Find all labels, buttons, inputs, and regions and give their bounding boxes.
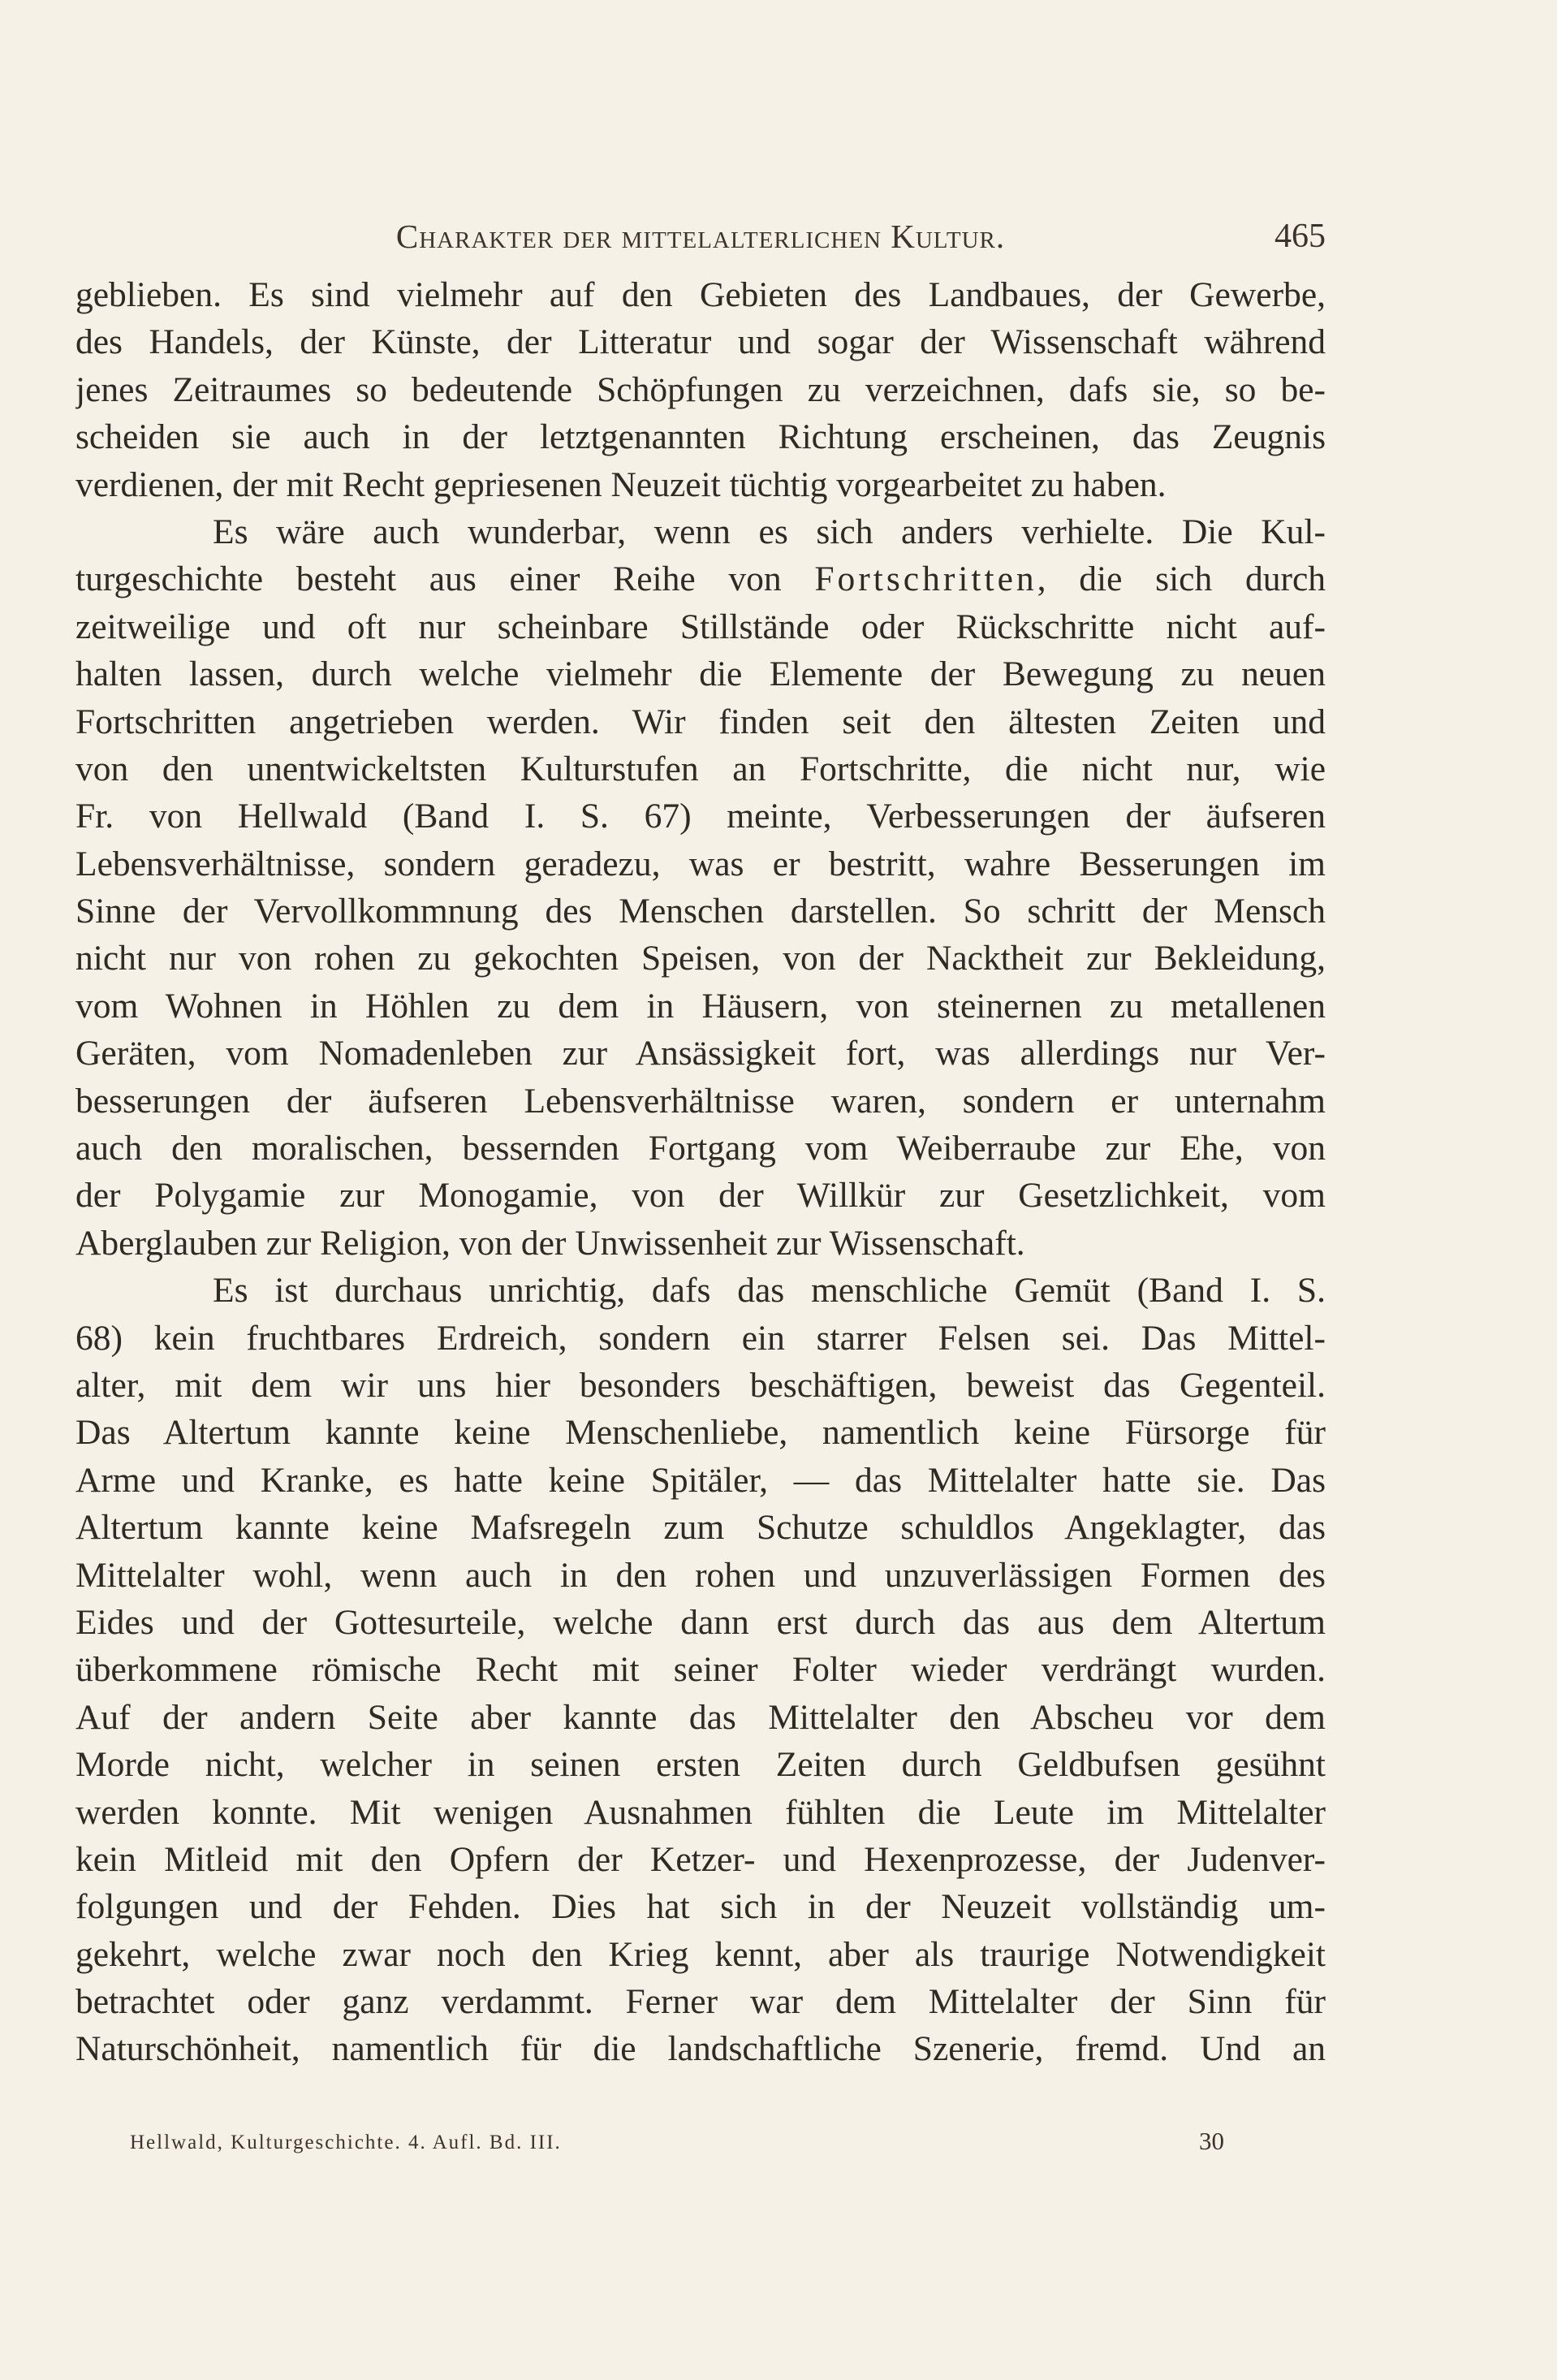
text-line: Lebensverhältnisse, sondern geradezu, was er bestritt, wahre Besserungen im bbox=[75, 844, 1326, 883]
text-line: scheiden sie auch in der letztgenannten Richtung erscheinen, das Zeugnis bbox=[75, 417, 1326, 457]
text-line: Morde nicht, welcher in seinen ersten Zeiten durch Geldbufsen gesühnt bbox=[75, 1745, 1326, 1785]
text-line: Es ist durchaus unrichtig, dafs das menschliche Gemüt (Band I. S. bbox=[213, 1271, 1326, 1311]
text-line bbox=[75, 555, 1326, 603]
text-line: Auf der andern Seite aber kannte das Mittelalter den Abscheu vor dem bbox=[75, 1697, 1326, 1737]
text-line: Altertum kannte keine Mafsregeln zum Schutze schuldlos Angeklagter, das bbox=[75, 1508, 1326, 1548]
text-line: Sinne der Vervollkommnung des Menschen darstellen. So schritt der Mensch bbox=[75, 892, 1326, 931]
text-segment: turgeschichte besteht aus einer Reihe von bbox=[75, 559, 782, 599]
page-footer bbox=[130, 2127, 1266, 2172]
footer-signature: Hellwald, Kulturgeschichte. 4. Aufl. Bd. III. bbox=[130, 2132, 562, 2153]
text-line: verdienen, der mit Recht gepriesenen Neuzeit tüchtig vorgearbeitet zu haben. bbox=[75, 464, 1167, 504]
text-line: 68) kein fruchtbares Erdreich, sondern ein starrer Felsen sei. Das Mittel- bbox=[75, 1318, 1326, 1358]
text-line: von den unentwickeltsten Kulturstufen an Fortschritte, die nicht nur, wie bbox=[75, 749, 1326, 788]
text-line: werden konnte. Mit wenigen Ausnahmen fühlten die Leute im Mittelalter bbox=[75, 1792, 1326, 1832]
text-line: überkommene römische Recht mit seiner Folter wieder verdrängt wurden. bbox=[75, 1650, 1326, 1690]
text-line: zeitweilige und oft nur scheinbare Stillstände oder Rückschritte nicht auf- bbox=[75, 607, 1326, 646]
text-line: Eides und der Gottesurteile, welche dann erst durch das aus dem Altertum bbox=[75, 1602, 1326, 1642]
text-line: des Handels, der Künste, der Litteratur und sogar der Wissenschaft während bbox=[75, 322, 1326, 362]
text-line: Fr. von Hellwald (Band I. S. 67) meinte, Verbesserungen der äufseren bbox=[75, 797, 1326, 836]
text-line: besserungen der äufseren Lebensverhältnisse waren, sondern er unternahm bbox=[75, 1081, 1326, 1121]
text-line: Fortschritten angetrieben werden. Wir finden seit den ältesten Zeiten und bbox=[75, 702, 1326, 741]
text-line: nicht nur von rohen zu gekochten Speisen, von der Nacktheit zur Bekleidung, bbox=[75, 939, 1326, 978]
text-line: Mittelalter wohl, wenn auch in den rohen und unzuverlässigen Formen des bbox=[75, 1555, 1326, 1595]
text-line: kein Mitleid mit den Opfern der Ketzer- und Hexenprozesse, der Judenver- bbox=[75, 1839, 1326, 1879]
running-head bbox=[75, 205, 1326, 262]
text-line: Arme und Kranke, es hatte keine Spitäler, — das Mittelalter hatte sie. Das bbox=[75, 1460, 1326, 1500]
sheet-number: 30 bbox=[1199, 2127, 1224, 2155]
text-line: vom Wohnen in Höhlen zu dem in Häusern, von steinernen zu metallenen bbox=[75, 986, 1326, 1026]
text-line: Aberglauben zur Religion, von der Unwissenheit zur Wissenschaft. bbox=[75, 1223, 1025, 1263]
text-line: der Polygamie zur Monogamie, von der Willkür zur Gesetzlichkeit, vom bbox=[75, 1176, 1326, 1216]
text-line: Naturschönheit, namentlich für die landschaftliche Szenerie, fremd. Und an bbox=[75, 2029, 1326, 2069]
text-line: Das Altertum kannte keine Menschenliebe, namentlich keine Fürsorge für bbox=[75, 1413, 1326, 1453]
text-segment: , die sich durch bbox=[1037, 559, 1326, 599]
text-line: geblieben. Es sind vielmehr auf den Gebieten des Landbaues, der Gewerbe, bbox=[75, 275, 1326, 314]
text-line: alter, mit dem wir uns hier besonders beschäftigen, beweist das Gegenteil. bbox=[75, 1365, 1326, 1405]
text-line: gekehrt, welche zwar noch den Krieg kennt, aber als traurige Notwendigkeit bbox=[75, 1934, 1326, 1974]
page-number: 465 bbox=[1274, 218, 1326, 255]
text-line: betrachtet oder ganz verdammt. Ferner war dem Mittelalter der Sinn für bbox=[75, 1982, 1326, 2022]
emphasized-word: Fortschritten bbox=[814, 559, 1037, 599]
text-line: Geräten, vom Nomadenleben zur Ansässigkeit fort, was allerdings nur Ver- bbox=[75, 1034, 1326, 1073]
text-line: Es wäre auch wunderbar, wenn es sich anders verhielte. Die Kul- bbox=[213, 512, 1326, 551]
text-line: auch den moralischen, bessernden Fortgang vom Weiberraube zur Ehe, von bbox=[75, 1129, 1326, 1168]
running-head-title: Charakter der mittelalterlichen Kultur. bbox=[395, 218, 1006, 255]
text-line: folgungen und der Fehden. Dies hat sich in der Neuzeit vollständig um- bbox=[75, 1887, 1326, 1927]
text-line: jenes Zeitraumes so bedeutende Schöpfungen zu verzeichnen, dafs sie, so be- bbox=[75, 369, 1326, 409]
text-line: halten lassen, durch welche vielmehr die Elemente der Bewegung zu neuen bbox=[75, 654, 1326, 694]
body-text bbox=[75, 271, 1326, 2073]
